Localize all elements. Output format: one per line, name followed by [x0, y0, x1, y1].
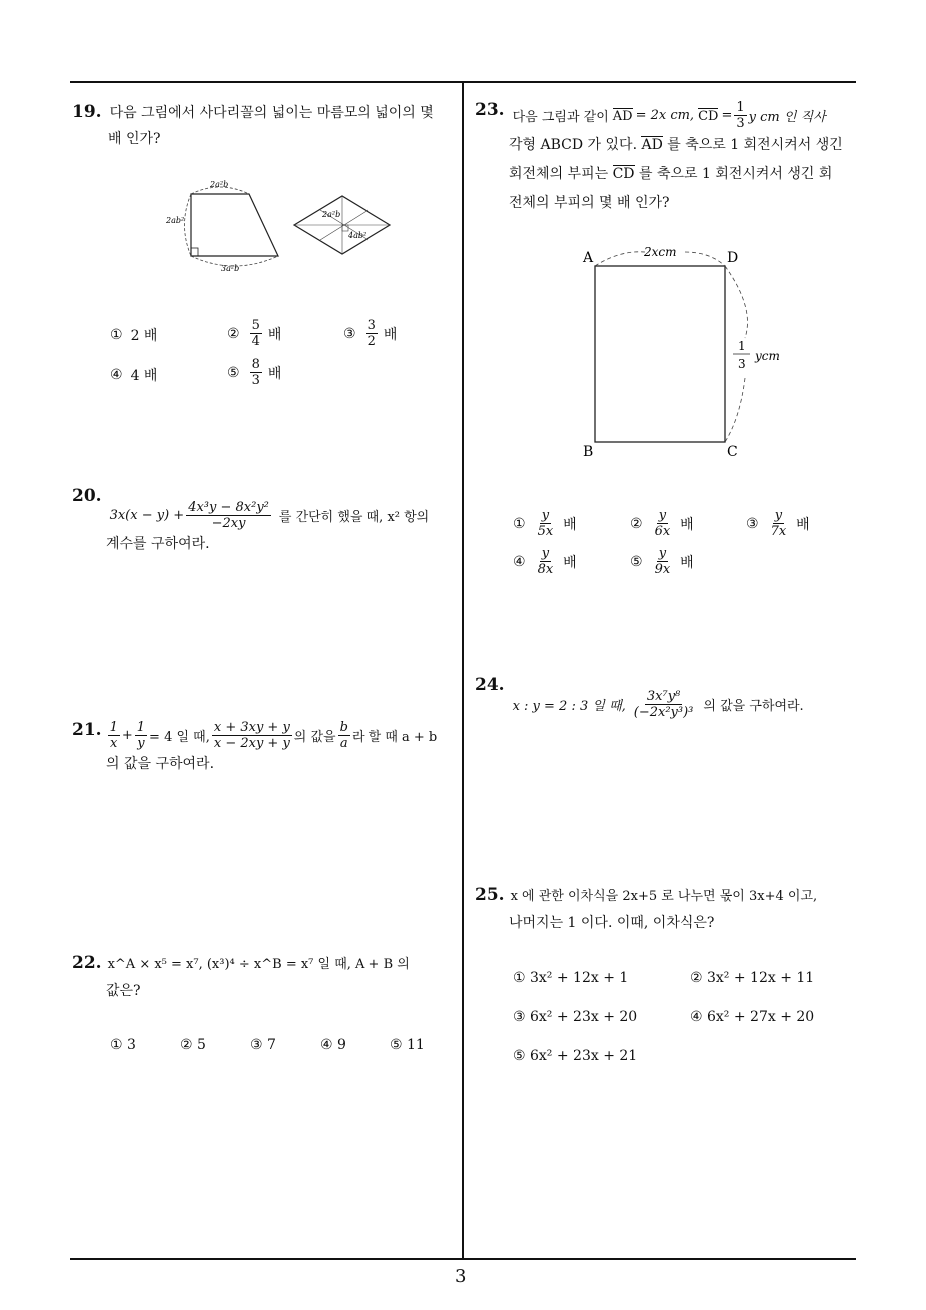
q19-option-4[interactable] — [110, 365, 157, 385]
option-mark: ④ — [513, 553, 526, 570]
vertex-a: A — [583, 250, 594, 266]
question-20 — [72, 486, 457, 557]
question-text: x^A × x⁵ = x⁷, (x³)⁴ ÷ x^B = x⁷ 일 때, A + B 의 — [107, 957, 410, 972]
question-text: 다음 그림에서 사다리꼴의 넓이는 마름모의 넓이의 몇 — [109, 105, 434, 121]
option-mark: ② — [630, 515, 643, 532]
q22-option-1[interactable]: ① 3 — [110, 1037, 136, 1053]
option-mark: ② — [227, 325, 240, 342]
page-number: 3 — [455, 1266, 467, 1287]
trap-top-label: 2a²b — [210, 180, 229, 189]
question-text: x 에 관한 이차식을 2x+5 로 나누면 몫이 3x+4 이고, — [510, 889, 818, 904]
option-unit: 배 — [796, 516, 810, 533]
question-23 — [475, 100, 865, 218]
option-unit: 배 — [267, 326, 282, 343]
q23-option-2[interactable] — [630, 508, 694, 539]
question-number: 19. — [72, 102, 102, 122]
question-text-line4: 전체의 부피의 몇 배 인가? — [509, 195, 670, 211]
segment-cd: CD — [612, 166, 635, 182]
q19-option-5[interactable] — [227, 357, 281, 388]
q22-option-5[interactable]: ⑤ 11 — [390, 1037, 425, 1053]
option-mark: ① — [110, 327, 123, 343]
question-text: 의 값을 구하여라. — [703, 699, 804, 714]
option-fraction: $\frac{5}{4}$ — [251, 318, 260, 349]
option-fraction: $\frac{y}{5x}$ — [537, 508, 554, 539]
option-unit: 배 — [563, 554, 577, 571]
rh-right-label: 4ab² — [348, 231, 367, 240]
equals-sign: = — [721, 108, 733, 123]
trapezoid-shape — [191, 194, 278, 256]
q25-option-3[interactable]: ③ 6x² + 23x + 20 — [513, 1009, 638, 1025]
option-mark: ⑤ — [630, 553, 643, 570]
question-number: 20. — [72, 486, 102, 506]
question-text-line2: 계수를 구하여라. — [106, 536, 210, 552]
question-text: 회전체의 부피는 — [509, 166, 609, 182]
question-text: 를 간단히 했을 때, x² 항의 — [278, 510, 430, 525]
rectangle-abcd — [595, 266, 725, 442]
expr-fraction: $\frac{\text{3x⁷y⁸}}{\text{(−2x²y³)³}}$ — [633, 689, 694, 720]
rh-top-label: 2a²b — [322, 210, 341, 219]
question-text: 다음 그림과 같이 — [512, 110, 609, 125]
question-number: 22. — [72, 953, 102, 973]
option-fraction: $\frac{y}{6x}$ — [654, 508, 671, 539]
frac-1-over-y: $\frac{1}{y}$ — [136, 720, 146, 751]
side-dimension-arc — [725, 266, 748, 338]
option-fraction: $\frac{y}{8x}$ — [537, 546, 554, 577]
question-text: 를 축으로 1 회전시켜서 생긴 회 — [638, 166, 833, 182]
q25-option-5[interactable]: ⑤ 6x² + 23x + 21 — [513, 1048, 638, 1064]
frac-one-third: $\frac{1}{3}$ — [736, 100, 745, 131]
q19-option-1[interactable] — [110, 325, 157, 345]
option-unit: 배 — [383, 326, 398, 343]
segment-ad: AD — [641, 137, 663, 153]
question-25 — [475, 884, 865, 936]
option-value: 4 배 — [130, 368, 158, 384]
side-unit-label: ycm — [755, 349, 780, 363]
option-value: 2 배 — [130, 328, 158, 344]
expr-fraction: $\frac{\text{4x³y − 8x²y²}}{-2xy}$ — [188, 500, 269, 531]
vertex-c: C — [727, 444, 738, 460]
question-19 — [72, 100, 457, 152]
option-mark: ③ — [343, 325, 356, 342]
question-21 — [72, 720, 462, 777]
option-mark: ① — [513, 515, 526, 532]
q25-option-4[interactable]: ④ 6x² + 27x + 20 — [690, 1009, 815, 1025]
option-unit: 배 — [680, 516, 694, 533]
q23-rectangle-figure — [570, 238, 800, 463]
trap-bottom-label: 3a²b — [221, 264, 240, 273]
vertex-b: B — [583, 444, 594, 460]
option-fraction: $\frac{y}{7x}$ — [770, 508, 787, 539]
frac-b-over-a: $\frac{b}{a}$ — [339, 720, 348, 751]
question-text: 라 할 때 a + b — [351, 730, 438, 745]
q22-option-3[interactable]: ③ 7 — [250, 1037, 276, 1053]
vertex-d: D — [727, 250, 739, 266]
expr-fraction: $\frac{x + 3xy + y}{x - 2xy + y}$ — [213, 720, 290, 751]
q25-option-1[interactable]: ① 3x² + 12x + 1 — [513, 970, 629, 986]
column-divider — [462, 82, 464, 1260]
q19-figure — [160, 172, 400, 277]
bottom-rule — [70, 1258, 856, 1260]
q19-option-2[interactable] — [227, 318, 281, 349]
side-dimension-arc-lower — [725, 378, 745, 442]
top-dimension-arc — [595, 252, 645, 266]
option-unit: 배 — [267, 365, 282, 382]
q23-option-5[interactable] — [630, 546, 694, 577]
question-text: 각형 ABCD 가 있다. — [509, 137, 638, 153]
q23-option-3[interactable] — [746, 508, 810, 539]
question-text-line2: 의 값을 구하여라. — [106, 756, 215, 772]
question-22 — [72, 952, 457, 1004]
q23-option-1[interactable] — [513, 508, 577, 539]
question-text: x : y = 2 : 3 일 때, — [512, 699, 626, 714]
option-fraction: $\frac{3}{2}$ — [367, 318, 376, 349]
question-number: 25. — [475, 885, 505, 905]
option-fraction: $\frac{y}{9x}$ — [654, 546, 671, 577]
q19-option-3[interactable] — [343, 318, 397, 349]
top-dimension-arc-right — [685, 252, 725, 266]
option-fraction: $\frac{8}{3}$ — [251, 357, 260, 388]
option-mark: ⑤ — [227, 364, 240, 381]
top-length-label: 2xcm — [644, 245, 677, 259]
question-24 — [475, 675, 865, 720]
question-text: = 4 일 때, — [149, 730, 210, 745]
plus-sign: + — [121, 728, 133, 743]
question-text: y cm 인 직사 — [748, 110, 826, 125]
q25-option-2[interactable]: ② 3x² + 12x + 11 — [690, 970, 815, 986]
q23-option-4[interactable] — [513, 546, 577, 577]
option-unit: 배 — [563, 516, 577, 533]
option-mark: ④ — [110, 367, 123, 383]
trapezoid-left-arc — [185, 194, 192, 256]
question-text-line2: 나머지는 1 이다. 이때, 이차식은? — [509, 915, 715, 931]
option-mark: ③ — [746, 515, 759, 532]
side-frac-den: 3 — [738, 357, 746, 371]
option-unit: 배 — [680, 554, 694, 571]
segment-cd: CD — [698, 108, 719, 124]
question-number: 24. — [475, 675, 505, 695]
frac-1-over-x: $\frac{1}{x}$ — [109, 720, 118, 751]
q22-option-2[interactable]: ② 5 — [180, 1037, 206, 1053]
segment-ad: AD — [612, 108, 633, 124]
question-text-line2: 배 인가? — [108, 131, 161, 147]
question-text: = 2x cm, — [635, 108, 695, 123]
question-number: 21. — [72, 720, 102, 740]
question-text-line2: 값은? — [106, 983, 141, 999]
question-number: 23. — [475, 100, 505, 120]
q22-option-4[interactable]: ④ 9 — [320, 1037, 346, 1053]
side-frac-num: 1 — [738, 339, 746, 353]
question-text: 의 값을 — [293, 730, 336, 745]
question-text: 를 축으로 1 회전시켜서 생긴 — [667, 137, 843, 153]
trap-left-label: 2ab² — [166, 216, 185, 225]
expr-prefix: 3x(x − y) + — [109, 508, 185, 523]
